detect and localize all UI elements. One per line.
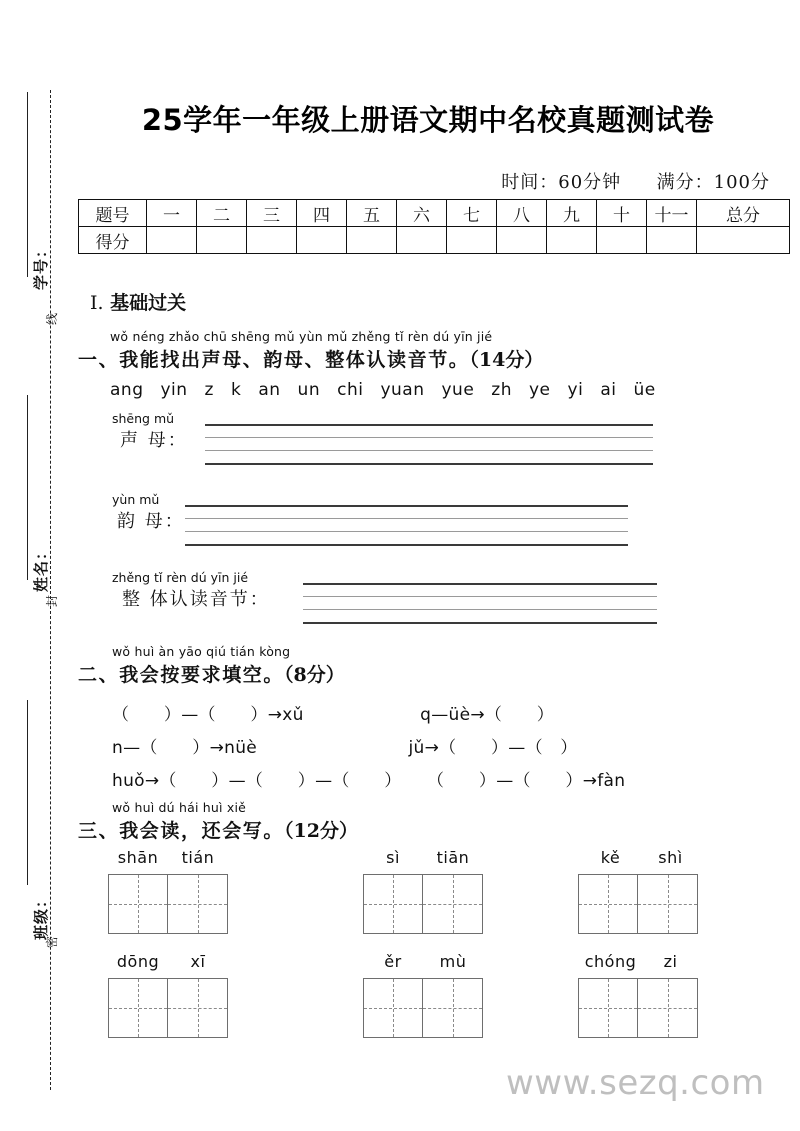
question-3-title	[78, 816, 358, 843]
score-col-6: 六	[397, 200, 447, 227]
score-col-1: 一	[147, 200, 197, 227]
letter-item: yue	[441, 380, 475, 400]
question-2-row-1[interactable]	[112, 700, 554, 725]
word-grid-4-pinyin	[108, 952, 228, 971]
score-cell-5[interactable]	[347, 227, 397, 254]
word-grid-1-pinyin	[108, 848, 228, 867]
grid-line-mid1	[185, 518, 628, 519]
grid-line-top	[185, 505, 628, 507]
score-col-9: 九	[547, 200, 597, 227]
seal-margin	[0, 0, 78, 1131]
tianzige-cell[interactable]	[579, 875, 638, 933]
page-title: 25学年一年级上册语文期中名校真题测试卷	[141, 103, 715, 137]
score-row-label: 得分	[79, 227, 147, 254]
fill-right[interactable]: （ ）—（ ）→fàn	[427, 771, 626, 791]
question-1-text: 我能找出声母、韵母、整体认读音节。	[119, 349, 470, 371]
tianzige-boxes[interactable]	[578, 978, 698, 1038]
pinyin-1: dōng	[116, 952, 160, 971]
question-2-row-3[interactable]	[112, 766, 625, 791]
question-1-number: 一、	[78, 349, 120, 371]
score-cell-6[interactable]	[397, 227, 447, 254]
section-name: 基础过关	[110, 292, 187, 314]
fill-left[interactable]: huǒ→（ ）—（ ）—（ ）	[112, 771, 402, 791]
question-2-number: 二、	[78, 664, 120, 686]
answer-block-2-label: 韵 母：	[117, 511, 185, 532]
table-row-score	[79, 227, 790, 254]
score-cell-4[interactable]	[297, 227, 347, 254]
pinyin-1: chóng	[584, 952, 637, 971]
score-cell-2[interactable]	[197, 227, 247, 254]
letter-item: un	[297, 380, 321, 400]
section-roman: Ⅰ.	[90, 292, 104, 314]
score-cell-7[interactable]	[447, 227, 497, 254]
tianzige-boxes[interactable]	[363, 874, 483, 934]
pinyin-2: tián	[181, 848, 215, 867]
pinyin-1: sì	[386, 848, 400, 867]
four-line-grid-zhengtiyinjie[interactable]	[303, 583, 657, 623]
exam-total-score: 满分：100分	[656, 172, 770, 193]
question-1-pinyin: wǒ néng zhǎo chū shēng mǔ yùn mǔ zhěng tǐ rèn dú yīn jié	[110, 329, 493, 344]
score-col-total: 总分	[697, 200, 790, 227]
grid-line-mid2	[205, 450, 653, 451]
four-line-grid-shengmu[interactable]	[205, 424, 653, 464]
tianzige-cell[interactable]	[364, 875, 423, 933]
question-2-pinyin: wǒ huì àn yāo qiú tián kòng	[112, 644, 291, 659]
letter-item: chi	[337, 380, 364, 400]
exam-meta	[501, 168, 770, 194]
fill-right[interactable]: q—üè→（ ）	[420, 705, 555, 725]
answer-block-1-pinyin: shēng mǔ	[112, 411, 175, 426]
tianzige-cell[interactable]	[423, 979, 482, 1037]
tianzige-boxes[interactable]	[363, 978, 483, 1038]
tianzige-boxes[interactable]	[108, 874, 228, 934]
pinyin-2: tiān	[436, 848, 470, 867]
answer-block-2-pinyin: yùn mǔ	[112, 492, 160, 507]
letter-item: yuan	[380, 380, 425, 400]
tianzige-boxes[interactable]	[578, 874, 698, 934]
grid-line-mid2	[303, 609, 657, 610]
seal-char-mi: 密	[45, 935, 59, 948]
word-grid-6-pinyin	[578, 952, 703, 971]
tianzige-cell[interactable]	[168, 979, 227, 1037]
score-col-11: 十一	[647, 200, 697, 227]
grid-line-bottom	[205, 463, 653, 465]
grid-line-mid1	[205, 437, 653, 438]
pinyin-1: kě	[600, 848, 621, 867]
answer-block-3-pinyin: zhěng tǐ rèn dú yīn jié	[112, 570, 249, 585]
question-1-letter-bank	[110, 380, 673, 400]
pinyin-1: ěr	[384, 952, 402, 971]
score-col-7: 七	[447, 200, 497, 227]
score-cell-11[interactable]	[647, 227, 697, 254]
letter-item: yin	[160, 380, 188, 400]
field-class: 班级：	[32, 891, 50, 940]
field-name: 姓名：	[32, 543, 50, 592]
tianzige-cell[interactable]	[109, 979, 168, 1037]
score-cell-total[interactable]	[697, 227, 790, 254]
question-2-row-2[interactable]	[112, 733, 578, 758]
letter-item: k	[230, 380, 242, 400]
question-2-text: 我会按要求填空。	[119, 664, 285, 686]
watermark: www.sezq.com	[506, 1063, 765, 1103]
pinyin-2: shì	[658, 848, 683, 867]
grid-line-mid1	[303, 596, 657, 597]
score-table	[78, 199, 790, 254]
letter-item: ye	[529, 380, 551, 400]
answer-block-3-label: 整 体认读音节：	[122, 589, 270, 610]
letter-item: ang	[110, 380, 144, 400]
tianzige-cell[interactable]	[579, 979, 638, 1037]
word-grid-5-pinyin	[363, 952, 483, 971]
tianzige-cell[interactable]	[168, 875, 227, 933]
score-cell-1[interactable]	[147, 227, 197, 254]
score-col-2: 二	[197, 200, 247, 227]
pinyin-2: zi	[663, 952, 678, 971]
score-cell-9[interactable]	[547, 227, 597, 254]
field-student-id: 学号：	[32, 241, 50, 290]
letter-item: zh	[491, 380, 512, 400]
seal-char-xian: 线	[45, 312, 59, 325]
grid-line-top	[303, 583, 657, 585]
score-col-3: 三	[247, 200, 297, 227]
score-col-4: 四	[297, 200, 347, 227]
fill-right[interactable]: jǔ→（ ）—（ ）	[408, 738, 578, 758]
word-grid-2-pinyin	[363, 848, 483, 867]
score-col-10: 十	[597, 200, 647, 227]
score-cell-8[interactable]	[497, 227, 547, 254]
score-col-8: 八	[497, 200, 547, 227]
question-3-points: （12分）	[284, 820, 358, 842]
tianzige-cell[interactable]	[638, 979, 697, 1037]
tianzige-cell[interactable]	[109, 875, 168, 933]
pinyin-2: xī	[190, 952, 206, 971]
question-3-text: 我会读，还会写。	[119, 820, 285, 842]
seal-char-feng: 封	[45, 594, 59, 607]
exam-time: 时间：60分钟	[501, 172, 622, 193]
question-1-points: （14分）	[469, 349, 544, 371]
pinyin-1: shān	[117, 848, 159, 867]
score-col-5: 五	[347, 200, 397, 227]
section-heading	[90, 288, 186, 315]
letter-item: z	[204, 380, 214, 400]
tianzige-boxes[interactable]	[108, 978, 228, 1038]
grid-line-mid2	[185, 531, 628, 532]
question-2-points: （8分）	[284, 664, 345, 686]
seal-line-name	[27, 395, 28, 580]
tianzige-cell[interactable]	[638, 875, 697, 933]
question-1-title	[78, 345, 543, 372]
letter-item: an	[258, 380, 281, 400]
seal-line-class	[27, 700, 28, 885]
question-2-title	[78, 660, 345, 687]
question-3-number: 三、	[78, 820, 120, 842]
fill-left[interactable]: n—（ ）→nüè	[112, 738, 258, 758]
fill-left[interactable]: （ ）—（ ）→xǔ	[112, 705, 304, 725]
letter-item: yi	[567, 380, 584, 400]
score-cell-10[interactable]	[597, 227, 647, 254]
table-row-header	[79, 200, 790, 227]
answer-block-1-label: 声 母：	[120, 430, 188, 451]
grid-line-top	[205, 424, 653, 426]
four-line-grid-yunmu[interactable]	[185, 505, 628, 545]
question-3-pinyin: wǒ huì dú hái huì xiě	[112, 800, 247, 815]
tianzige-cell[interactable]	[364, 979, 423, 1037]
pinyin-2: mù	[439, 952, 467, 971]
grid-line-bottom	[185, 544, 628, 546]
letter-item: ai	[600, 380, 617, 400]
score-table-row-label: 题号	[79, 200, 147, 227]
grid-line-bottom	[303, 622, 657, 624]
score-cell-3[interactable]	[247, 227, 297, 254]
word-grid-3-pinyin	[578, 848, 703, 867]
letter-item: üe	[633, 380, 656, 400]
tianzige-cell[interactable]	[423, 875, 482, 933]
seal-line-student-id	[27, 92, 28, 277]
